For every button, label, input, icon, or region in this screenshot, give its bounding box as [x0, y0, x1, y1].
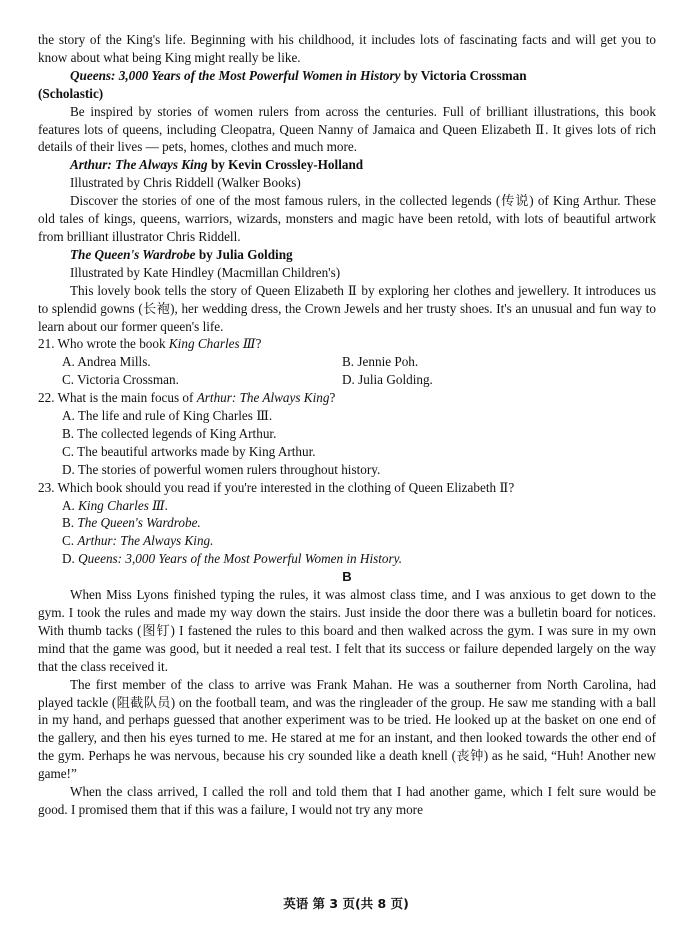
- question-22-option-a[interactable]: A. The life and rule of King Charles Ⅲ.: [62, 408, 273, 424]
- book-2-illustrator: Illustrated by Chris Riddell (Walker Books): [70, 175, 301, 191]
- question-21-options-row-2: [38, 371, 656, 389]
- question-21-option-d[interactable]: D. Julia Golding.: [342, 372, 433, 388]
- question-23-option-a-label: A.: [62, 497, 79, 513]
- passage-b-paragraph-2: The first member of the class to arrive was Frank Mahan. He was a southerner from North Carolina, had played tackle (阻截队员) on the football team, and was the ringleader of the group. He saw me standing with a ball in my hand, and perhaps guessed that another experiment was to be tried. He looked up at the basket on one end of the gallery, and then his eyes turned to me. He stared at me for an instant, and then looked towards the other end of the gym. Perhaps he was nervous, because his cry sounded like a death knell (丧钟) as he said, “Huh! Another new game!”: [38, 676, 656, 782]
- question-22-mark: ?: [329, 390, 336, 406]
- question-23-option-c-label: C.: [62, 533, 78, 549]
- question-23-stem: 23. Which book should you read if you're interested in the clothing of Queen Elizabeth Ⅱ?: [38, 479, 515, 495]
- book-1-title: Queens: 3,000 Years of the Most Powerful Women in History: [70, 67, 401, 83]
- question-22-option-d[interactable]: D. The stories of powerful women rulers throughout history.: [62, 461, 381, 477]
- book-2-author: by Kevin Crossley-Holland: [207, 157, 364, 173]
- section-b-heading: B: [342, 569, 352, 585]
- book-1-author: by Victoria Crossman: [400, 67, 527, 83]
- question-22-book-title: Arthur: The Always King: [196, 390, 330, 406]
- book-3-title: The Queen's Wardrobe: [70, 246, 196, 262]
- question-23-option-c[interactable]: [38, 532, 656, 550]
- book-2-title: Arthur: The Always King: [70, 157, 208, 173]
- question-23-option-c-text: Arthur: The Always King.: [77, 533, 214, 549]
- book-2-heading: [38, 156, 656, 174]
- page-footer: 英语 第 3 页(共 8 页): [283, 896, 409, 911]
- question-23-option-d-label: D.: [62, 551, 79, 567]
- question-23-option-a[interactable]: [38, 497, 656, 515]
- question-21-option-a[interactable]: A. Andrea Mills.: [62, 354, 151, 370]
- question-23-option-b[interactable]: [38, 514, 656, 532]
- question-21-option-b[interactable]: B. Jennie Poh.: [342, 354, 419, 370]
- question-21-text: 21. Who wrote the book: [38, 336, 169, 352]
- question-23-option-b-text: The Queen's Wardrobe.: [77, 515, 201, 531]
- question-22-stem: [38, 389, 656, 407]
- question-22-text: 22. What is the main focus of: [38, 390, 197, 406]
- question-23-option-d[interactable]: [38, 550, 656, 568]
- book-1-description: Be inspired by stories of women rulers from across the centuries. Full of brilliant illustrations, this book features lots of queens, including Cleopatra, Queen Nanny of Jamaica and Queen Elizabeth Ⅱ. It gives lots of rich details of their lives — pets, homes, clothes and much more.: [38, 103, 656, 155]
- passage-b-paragraph-3: When the class arrived, I called the roll and told them that I had another game, which I felt sure would be good. I promised them that if this was a failure, I would not try any more: [38, 784, 656, 817]
- book-1-heading: [38, 67, 656, 85]
- passage-b-paragraph-1: When Miss Lyons finished typing the rules, it was almost class time, and I was anxious to get down to the gym. I took the rules and made my way down the stairs. Just inside the door there was a bulletin board for notices. With thumb tacks (图钉) I fastened the rules to this board and then walked across the gym. I was sure in my own mind that the game was good, but it needed a real test. I felt that its success or failure depended largely on the way that the class received it.: [38, 587, 656, 674]
- question-21-options-row-1: [38, 353, 656, 371]
- book-2-description: Discover the stories of one of the most famous rulers, in the collected legends (传说) of King Arthur. These old tales of kings, queens, warriors, wizards, monsters and magic have been retold, with lots of beautiful artwork from brilliant illustrator Chris Riddell.: [38, 193, 656, 244]
- question-21-stem: [38, 335, 656, 353]
- book-1-publisher: (Scholastic): [38, 85, 104, 101]
- question-21-book-title: King Charles Ⅲ: [168, 336, 256, 352]
- book-3-heading: [38, 246, 656, 264]
- intro-tail-paragraph: the story of the King's life. Beginning with his childhood, it includes lots of fascinating facts and will get you to know about what being King might really be like.: [38, 32, 656, 65]
- question-23-option-d-text: Queens: 3,000 Years of the Most Powerful Women in History.: [78, 551, 403, 567]
- question-21-option-c[interactable]: C. Victoria Crossman.: [62, 372, 179, 388]
- book-3-illustrator: Illustrated by Kate Hindley (Macmillan Children's): [70, 264, 341, 280]
- question-23-option-a-text: King Charles Ⅲ.: [78, 497, 169, 513]
- book-3-description: This lovely book tells the story of Queen Elizabeth Ⅱ by exploring her clothes and jewellery. It introduces us to splendid gowns (长袍), her wedding dress, the Crown Jewels and her trusty shoes. It's an unusual and fun way to learn about our former queen's life.: [38, 282, 656, 334]
- book-3-author: by Julia Golding: [195, 246, 293, 262]
- question-22-option-c[interactable]: C. The beautiful artworks made by King Arthur.: [62, 443, 316, 459]
- question-23-option-b-label: B.: [62, 515, 78, 531]
- question-21-mark: ?: [255, 336, 262, 352]
- page-content: [38, 31, 656, 819]
- question-22-option-b[interactable]: B. The collected legends of King Arthur.: [62, 425, 277, 441]
